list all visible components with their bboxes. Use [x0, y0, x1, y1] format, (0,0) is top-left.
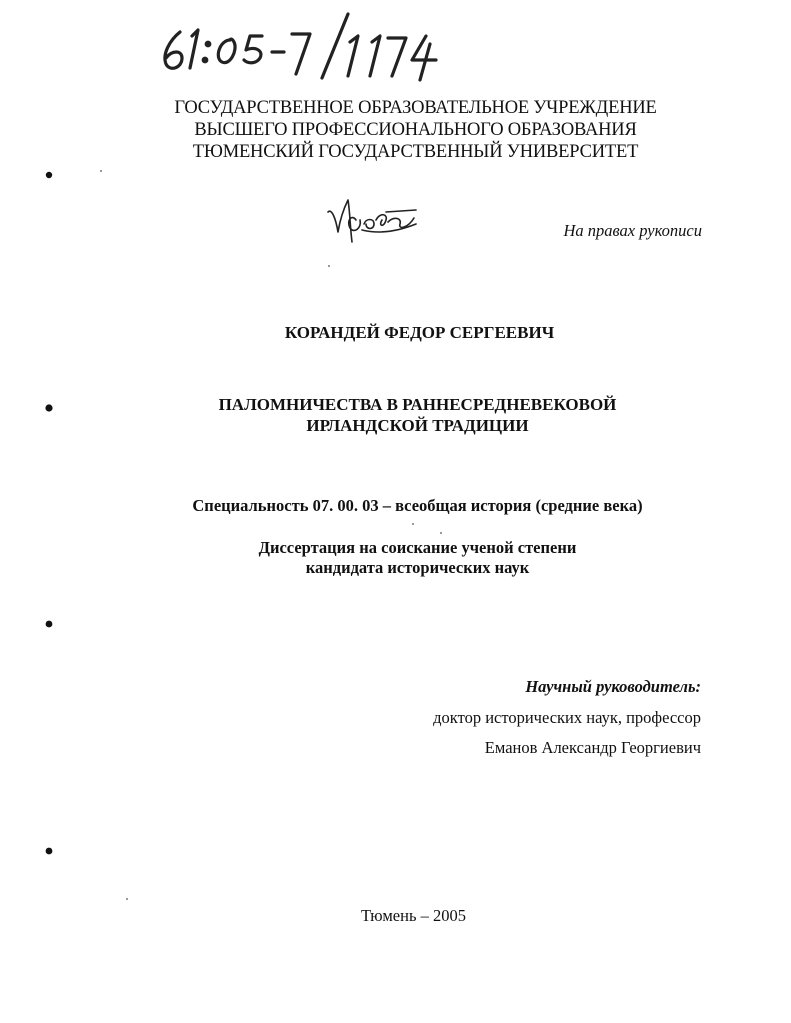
city-year: Тюмень – 2005 [361, 906, 466, 925]
advisor-name: Еманов Александр Георгиевич [484, 738, 701, 757]
dissertation-title-line-2: ИРЛАНДСКОЙ ТРАДИЦИИ [306, 416, 529, 435]
degree-line-2: кандидата исторических наук [305, 558, 530, 577]
institution-line-2: ВЫСШЕГО ПРОФЕССИОНАЛЬНОГО ОБРАЗОВАНИЯ [194, 120, 637, 140]
scan-speck [126, 898, 128, 900]
scan-speck [100, 170, 102, 172]
binder-hole-mark [44, 170, 54, 180]
binder-hole-mark [44, 403, 54, 413]
dissertation-title-line-1: ПАЛОМНИЧЕСТВА В РАННЕСРЕДНЕВЕКОВОЙ [218, 395, 617, 414]
degree-line-1: Диссертация на соискание ученой степени [258, 538, 577, 557]
specialty-line: Специальность 07. 00. 03 – всеобщая история (средние века) [192, 496, 643, 515]
signature [322, 190, 422, 250]
advisor-rank: доктор исторических наук, профессор [433, 708, 701, 727]
binder-hole-mark [44, 846, 54, 856]
institution-line-1: ГОСУДАРСТВЕННОЕ ОБРАЗОВАТЕЛЬНОЕ УЧРЕЖДЕНИЕ [174, 98, 657, 118]
binder-hole-mark [44, 619, 54, 629]
scan-speck [440, 532, 442, 534]
author-name: КОРАНДЕЙ ФЕДОР СЕРГЕЕВИЧ [284, 323, 555, 342]
scan-speck [412, 523, 414, 525]
handwritten-archive-code [150, 6, 450, 86]
institution-line-3: ТЮМЕНСКИЙ ГОСУДАРСТВЕННЫЙ УНИВЕРСИТЕТ [192, 142, 639, 162]
rights-note: На правах рукописи [563, 221, 702, 240]
scan-speck [328, 265, 330, 267]
advisor-label: Научный руководитель: [525, 677, 701, 696]
